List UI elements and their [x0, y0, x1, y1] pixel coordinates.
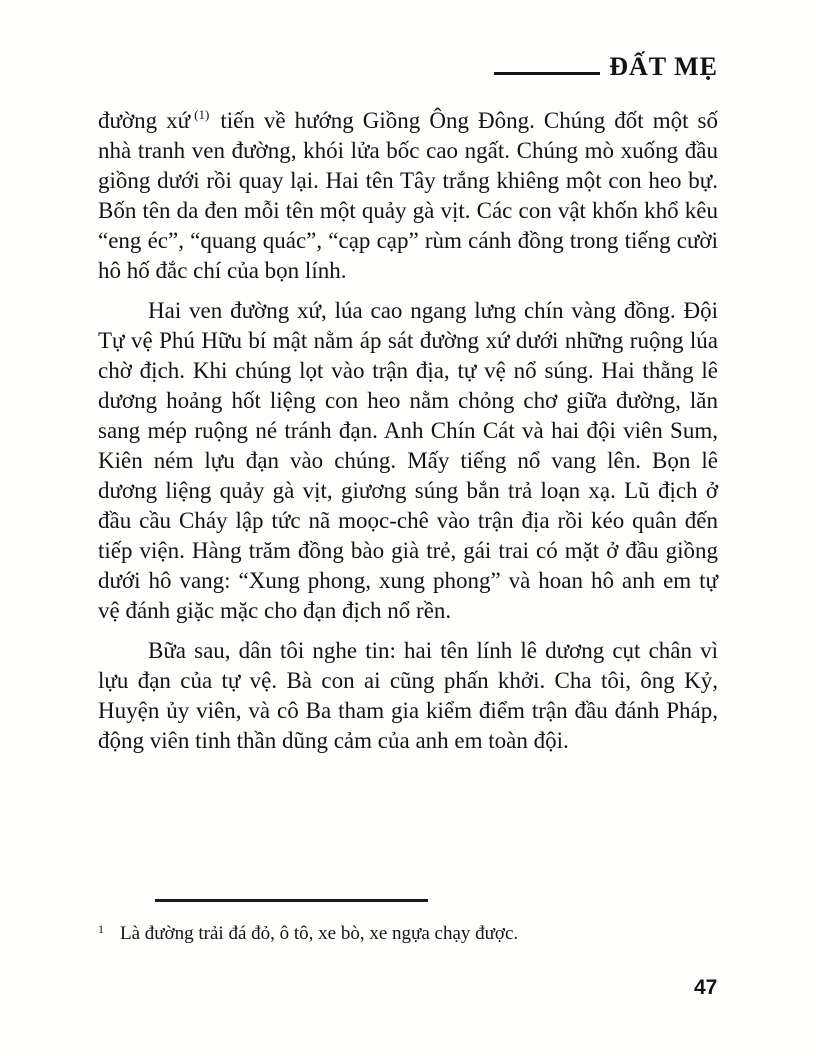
footnote-separator-rule	[155, 899, 428, 902]
page-body	[98, 106, 718, 766]
paragraph-3: Bữa sau, dân tôi nghe tin: hai tên lính lê dương cụt chân vì lựu đạn của tự vệ. Bà con ai cũng phấn khởi. Cha tôi, ông Kỷ, Huyện ủy viên, và cô Ba tham gia kiểm điểm trận đầu đánh Pháp, động viên tinh thần dũng cảm của anh em toàn đội.	[98, 638, 718, 753]
running-header	[0, 52, 718, 82]
header-rule	[494, 72, 600, 75]
paragraph-2: Hai ven đường xứ, lúa cao ngang lưng chín vàng đồng. Đội Tự vệ Phú Hữu bí mật nằm áp sát đường xứ dưới những ruộng lúa chờ địch. Khi chúng lọt vào trận địa, tự vệ nổ súng. Hai thằng lê dương hoảng hốt liệng con heo nằm chỏng chơ giữa đường, lăn sang mép ruộng né tránh đạn. Anh Chín Cát và hai đội viên Sum, Kiên ném lựu đạn vào chúng. Mấy tiếng nổ vang lên. Bọn lê dương liệng quảy gà vịt, giương súng bắn trả loạn xạ. Lũ địch ở đầu cầu Cháy lập tức nã moọc-chê vào trận địa rồi kéo quân đến tiếp viện. Hàng trăm đồng bào già trẻ, gái trai có mặt ở đầu giồng dưới hô vang: “Xung phong, xung phong” và hoan hô anh em tự vệ đánh giặc mặc cho đạn địch nổ rền.	[98, 298, 718, 623]
page-number: 47	[694, 976, 718, 999]
footnote-text: Là đường trải đá đỏ, ô tô, xe bò, xe ngựa chạy được.	[120, 923, 519, 944]
paragraph-1	[98, 106, 718, 286]
footnote-reference: (1)	[194, 107, 210, 123]
footnote-marker: 1	[98, 922, 104, 936]
paragraph-1-text: đường xứ	[98, 108, 191, 133]
footnote	[98, 921, 718, 947]
paragraph-1-text-continued: tiến về hướng Giồng Ông Đông. Chúng đốt một số nhà tranh ven đường, khói lửa bốc cao ngất. Chúng mò xuống đầu giồng dưới rồi quay lại. Hai tên Tây trắng khiêng một con heo bự. Bốn tên da đen mỗi tên một quảy gà vịt. Các con vật khốn khổ kêu “eng éc”, “quang quác”, “cạp cạp” rùm cánh đồng trong tiếng cười hô hố đắc chí của bọn lính.	[98, 108, 718, 283]
chapter-title: ĐẤT MẸ	[609, 52, 718, 81]
